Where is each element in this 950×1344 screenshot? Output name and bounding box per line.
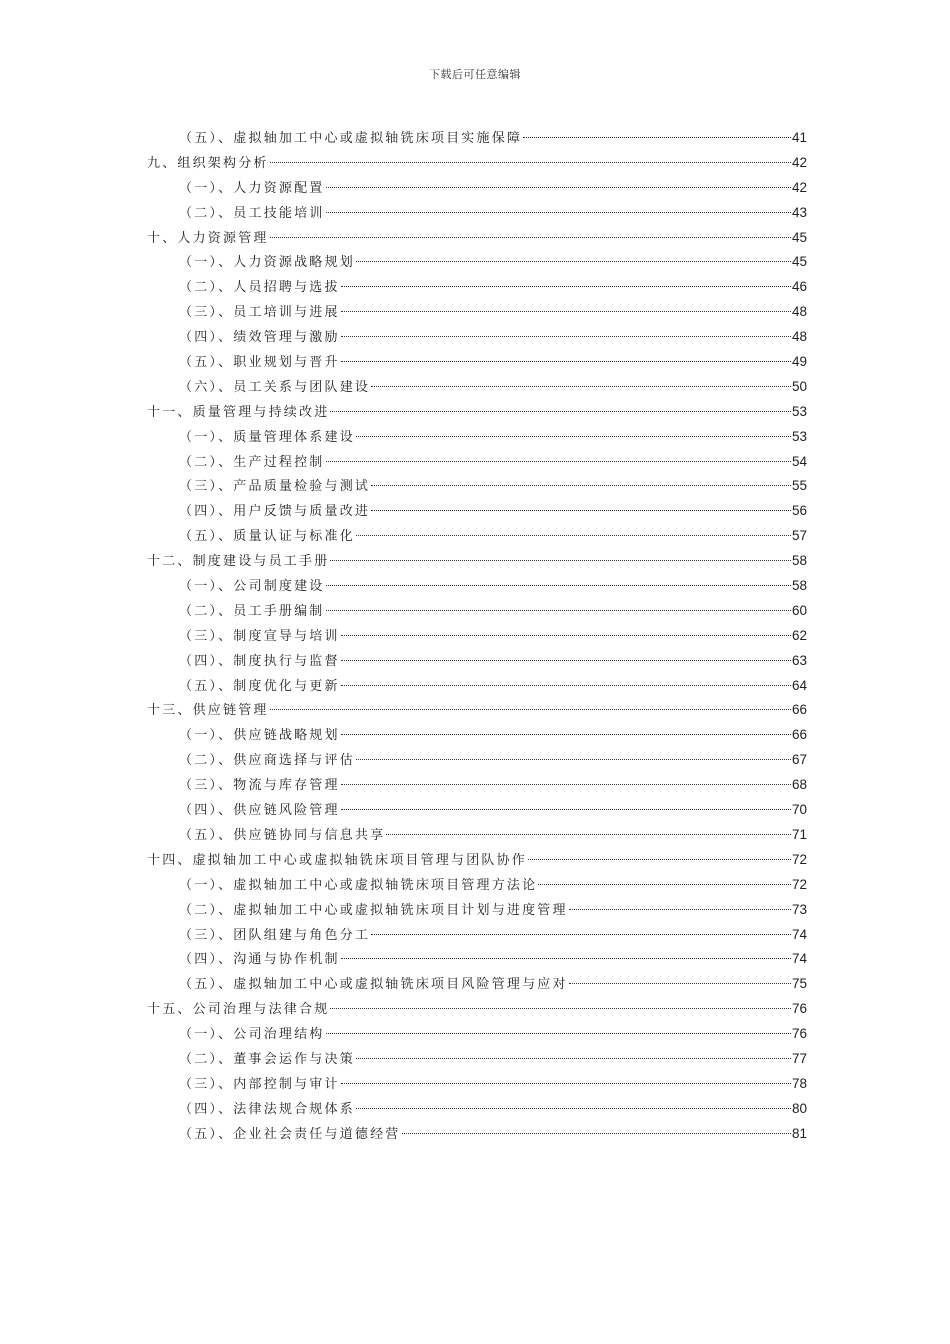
toc-section-entry[interactable] bbox=[147, 450, 807, 475]
toc-entry-page-number: 57 bbox=[791, 528, 807, 544]
toc-section-entry[interactable] bbox=[147, 574, 807, 599]
toc-entry-page-number: 45 bbox=[791, 254, 807, 270]
toc-entry-page-number: 58 bbox=[791, 553, 807, 569]
toc-dot-leader bbox=[386, 834, 791, 835]
toc-dot-leader bbox=[326, 610, 791, 611]
toc-section-entry[interactable] bbox=[147, 201, 807, 226]
toc-entry-title: （一）、人力资源战略规划 bbox=[179, 255, 355, 271]
toc-section-entry[interactable] bbox=[147, 773, 807, 798]
toc-section-entry[interactable] bbox=[147, 350, 807, 375]
toc-entry-page-number: 43 bbox=[791, 204, 807, 220]
toc-section-entry[interactable] bbox=[147, 499, 807, 524]
toc-dot-leader bbox=[341, 660, 791, 661]
toc-entry-page-number: 63 bbox=[791, 652, 807, 668]
toc-entry-page-number: 58 bbox=[791, 578, 807, 594]
toc-entry-title: （五）、制度优化与更新 bbox=[179, 678, 340, 694]
toc-entry-page-number: 48 bbox=[791, 329, 807, 345]
toc-entry-page-number: 70 bbox=[791, 802, 807, 818]
toc-section-entry[interactable] bbox=[147, 947, 807, 972]
toc-entry-title: 十四、虚拟轴加工中心或虚拟轴铣床项目管理与团队协作 bbox=[147, 852, 528, 868]
toc-entry-title: （二）、生产过程控制 bbox=[179, 454, 325, 470]
toc-entry-title: 九、组织架构分析 bbox=[147, 155, 269, 171]
toc-section-entry[interactable] bbox=[147, 649, 807, 674]
page-header: 下载后可任意编辑 bbox=[429, 68, 521, 81]
toc-dot-leader bbox=[341, 635, 791, 636]
toc-entry-page-number: 56 bbox=[791, 503, 807, 519]
toc-section-entry[interactable] bbox=[147, 748, 807, 773]
toc-entry-title: （一）、虚拟轴加工中心或虚拟轴铣床项目管理方法论 bbox=[179, 877, 538, 893]
toc-entry-page-number: 75 bbox=[791, 976, 807, 992]
toc-section-entry[interactable] bbox=[147, 873, 807, 898]
toc-dot-leader bbox=[341, 336, 791, 337]
toc-entry-page-number: 42 bbox=[791, 179, 807, 195]
toc-entry-page-number: 46 bbox=[791, 279, 807, 295]
toc-section-entry[interactable] bbox=[147, 474, 807, 499]
toc-chapter-entry[interactable] bbox=[147, 151, 807, 176]
toc-entry-page-number: 53 bbox=[791, 403, 807, 419]
toc-entry-page-number: 68 bbox=[791, 777, 807, 793]
toc-entry-title: （一）、公司制度建设 bbox=[179, 579, 325, 595]
toc-section-entry[interactable] bbox=[147, 624, 807, 649]
toc-entry-page-number: 60 bbox=[791, 602, 807, 618]
toc-dot-leader bbox=[341, 361, 791, 362]
toc-dot-leader bbox=[330, 1008, 791, 1009]
toc-entry-title: （三）、团队组建与角色分工 bbox=[179, 927, 371, 943]
toc-section-entry[interactable] bbox=[147, 823, 807, 848]
toc-entry-page-number: 50 bbox=[791, 378, 807, 394]
toc-entry-title: （三）、内部控制与审计 bbox=[179, 1076, 340, 1092]
toc-entry-title: （一）、质量管理体系建设 bbox=[179, 429, 355, 445]
toc-entry-page-number: 67 bbox=[791, 752, 807, 768]
toc-entry-page-number: 55 bbox=[791, 478, 807, 494]
toc-section-entry[interactable] bbox=[147, 425, 807, 450]
toc-entry-title: （一）、人力资源配置 bbox=[179, 180, 325, 196]
toc-section-entry[interactable] bbox=[147, 599, 807, 624]
toc-dot-leader bbox=[330, 560, 791, 561]
toc-section-entry[interactable] bbox=[147, 275, 807, 300]
toc-entry-page-number: 72 bbox=[791, 851, 807, 867]
toc-entry-title: （二）、虚拟轴加工中心或虚拟轴铣床项目计划与进度管理 bbox=[179, 902, 568, 918]
toc-dot-leader bbox=[356, 436, 791, 437]
toc-entry-page-number: 80 bbox=[791, 1100, 807, 1116]
toc-section-entry[interactable] bbox=[147, 375, 807, 400]
toc-dot-leader bbox=[528, 859, 791, 860]
toc-entry-title: （三）、产品质量检验与测试 bbox=[179, 479, 371, 495]
toc-section-entry[interactable] bbox=[147, 972, 807, 997]
toc-dot-leader bbox=[341, 685, 791, 686]
toc-entry-title: （五）、虚拟轴加工中心或虚拟轴铣床项目实施保障 bbox=[179, 131, 523, 146]
toc-dot-leader bbox=[326, 461, 791, 462]
toc-entry-title: （四）、制度执行与监督 bbox=[179, 653, 340, 669]
toc-entry-title: （四）、用户反馈与质量改进 bbox=[179, 504, 371, 520]
toc-chapter-entry[interactable] bbox=[147, 698, 807, 723]
toc-section-entry[interactable] bbox=[147, 126, 807, 151]
toc-chapter-entry[interactable] bbox=[147, 848, 807, 873]
toc-dot-leader bbox=[356, 535, 791, 536]
toc-entry-page-number: 66 bbox=[791, 702, 807, 718]
toc-dot-leader bbox=[356, 1058, 791, 1059]
toc-entry-title: （三）、物流与库存管理 bbox=[179, 778, 340, 794]
toc-entry-title: （一）、供应链战略规划 bbox=[179, 728, 340, 744]
toc-chapter-entry[interactable] bbox=[147, 226, 807, 251]
toc-entry-title: 十二、制度建设与员工手册 bbox=[147, 554, 330, 570]
toc-section-entry[interactable] bbox=[147, 176, 807, 201]
toc-entry-title: （四）、绩效管理与激励 bbox=[179, 330, 340, 346]
toc-section-entry[interactable] bbox=[147, 1122, 807, 1147]
toc-dot-leader bbox=[326, 585, 791, 586]
toc-dot-leader bbox=[538, 884, 791, 885]
toc-entry-title: （五）、职业规划与晋升 bbox=[179, 355, 340, 371]
toc-entry-title: 十、人力资源管理 bbox=[147, 230, 269, 246]
toc-entry-page-number: 78 bbox=[791, 1075, 807, 1091]
toc-dot-leader bbox=[326, 212, 791, 213]
toc-dot-leader bbox=[341, 958, 791, 959]
toc-entry-page-number: 62 bbox=[791, 627, 807, 643]
toc-entry-title: 十三、供应链管理 bbox=[147, 703, 269, 719]
toc-section-entry[interactable] bbox=[147, 325, 807, 350]
toc-entry-page-number: 54 bbox=[791, 453, 807, 469]
toc-entry-title: 十五、公司治理与法律合规 bbox=[147, 1002, 330, 1018]
toc-entry-page-number: 73 bbox=[791, 901, 807, 917]
toc-entry-title: （四）、供应链风险管理 bbox=[179, 803, 340, 819]
toc-chapter-entry[interactable] bbox=[147, 997, 807, 1022]
toc-section-entry[interactable] bbox=[147, 674, 807, 699]
toc-entry-page-number: 53 bbox=[791, 428, 807, 444]
toc-dot-leader bbox=[569, 983, 791, 984]
toc-entry-page-number: 42 bbox=[791, 154, 807, 170]
toc-chapter-entry[interactable] bbox=[147, 400, 807, 425]
toc-entry-page-number: 64 bbox=[791, 677, 807, 693]
toc-dot-leader bbox=[371, 934, 791, 935]
toc-entry-page-number: 72 bbox=[791, 876, 807, 892]
toc-section-entry[interactable] bbox=[147, 250, 807, 275]
toc-section-entry[interactable] bbox=[147, 300, 807, 325]
toc-dot-leader bbox=[356, 1108, 791, 1109]
toc-chapter-entry[interactable] bbox=[147, 549, 807, 574]
toc-dot-leader bbox=[402, 1133, 791, 1134]
toc-entry-title: （四）、法律法规合规体系 bbox=[179, 1101, 355, 1117]
toc-dot-leader bbox=[341, 784, 791, 785]
toc-entry-page-number: 45 bbox=[791, 229, 807, 245]
toc-dot-leader bbox=[330, 411, 791, 412]
toc-entry-title: 十一、质量管理与持续改进 bbox=[147, 404, 330, 420]
toc-entry-title: （五）、质量认证与标准化 bbox=[179, 529, 355, 545]
toc-section-entry[interactable] bbox=[147, 898, 807, 923]
toc-section-entry[interactable] bbox=[147, 1097, 807, 1122]
toc-entry-page-number: 41 bbox=[791, 130, 807, 145]
toc-dot-leader bbox=[569, 909, 791, 910]
toc-entry-title: （二）、员工技能培训 bbox=[179, 205, 325, 221]
toc-entry-title: （三）、员工培训与进展 bbox=[179, 305, 340, 321]
toc-dot-leader bbox=[270, 162, 791, 163]
toc-entry-title: （五）、供应链协同与信息共享 bbox=[179, 827, 386, 843]
toc-entry-page-number: 74 bbox=[791, 926, 807, 942]
toc-dot-leader bbox=[341, 311, 791, 312]
toc-dot-leader bbox=[326, 1033, 791, 1034]
toc-dot-leader bbox=[341, 286, 791, 287]
toc-dot-leader bbox=[341, 734, 791, 735]
toc-section-entry[interactable] bbox=[147, 723, 807, 748]
toc-entry-title: （二）、员工手册编制 bbox=[179, 603, 325, 619]
toc-section-entry[interactable] bbox=[147, 798, 807, 823]
toc-entry-page-number: 71 bbox=[791, 826, 807, 842]
toc-entry-title: （四）、沟通与协作机制 bbox=[179, 952, 340, 968]
toc-dot-leader bbox=[523, 137, 791, 138]
toc-entry-page-number: 76 bbox=[791, 1001, 807, 1017]
table-of-contents bbox=[147, 126, 807, 1147]
toc-entry-page-number: 66 bbox=[791, 727, 807, 743]
toc-dot-leader bbox=[356, 261, 791, 262]
toc-section-entry[interactable] bbox=[147, 923, 807, 948]
toc-dot-leader bbox=[270, 709, 791, 710]
toc-entry-page-number: 49 bbox=[791, 354, 807, 370]
toc-section-entry[interactable] bbox=[147, 1022, 807, 1047]
toc-dot-leader bbox=[341, 809, 791, 810]
toc-entry-title: （六）、员工关系与团队建设 bbox=[179, 379, 371, 395]
toc-entry-title: （五）、虚拟轴加工中心或虚拟轴铣床项目风险管理与应对 bbox=[179, 977, 568, 993]
toc-dot-leader bbox=[270, 237, 791, 238]
toc-dot-leader bbox=[326, 187, 791, 188]
toc-entry-title: （三）、制度宣导与培训 bbox=[179, 628, 340, 644]
toc-dot-leader bbox=[371, 386, 791, 387]
toc-section-entry[interactable] bbox=[147, 524, 807, 549]
toc-entry-title: （二）、供应商选择与评估 bbox=[179, 753, 355, 769]
toc-entry-page-number: 74 bbox=[791, 951, 807, 967]
toc-dot-leader bbox=[341, 1083, 791, 1084]
toc-entry-title: （五）、企业社会责任与道德经营 bbox=[179, 1126, 401, 1142]
toc-entry-title: （二）、董事会运作与决策 bbox=[179, 1051, 355, 1067]
toc-entry-page-number: 81 bbox=[791, 1125, 807, 1141]
toc-entry-page-number: 76 bbox=[791, 1026, 807, 1042]
toc-entry-title: （二）、人员招聘与选拔 bbox=[179, 280, 340, 296]
toc-dot-leader bbox=[371, 485, 791, 486]
toc-dot-leader bbox=[356, 759, 791, 760]
toc-entry-page-number: 77 bbox=[791, 1050, 807, 1066]
toc-dot-leader bbox=[371, 510, 791, 511]
toc-entry-title: （一）、公司治理结构 bbox=[179, 1027, 325, 1043]
toc-entry-page-number: 48 bbox=[791, 304, 807, 320]
toc-section-entry[interactable] bbox=[147, 1072, 807, 1097]
toc-section-entry[interactable] bbox=[147, 1047, 807, 1072]
